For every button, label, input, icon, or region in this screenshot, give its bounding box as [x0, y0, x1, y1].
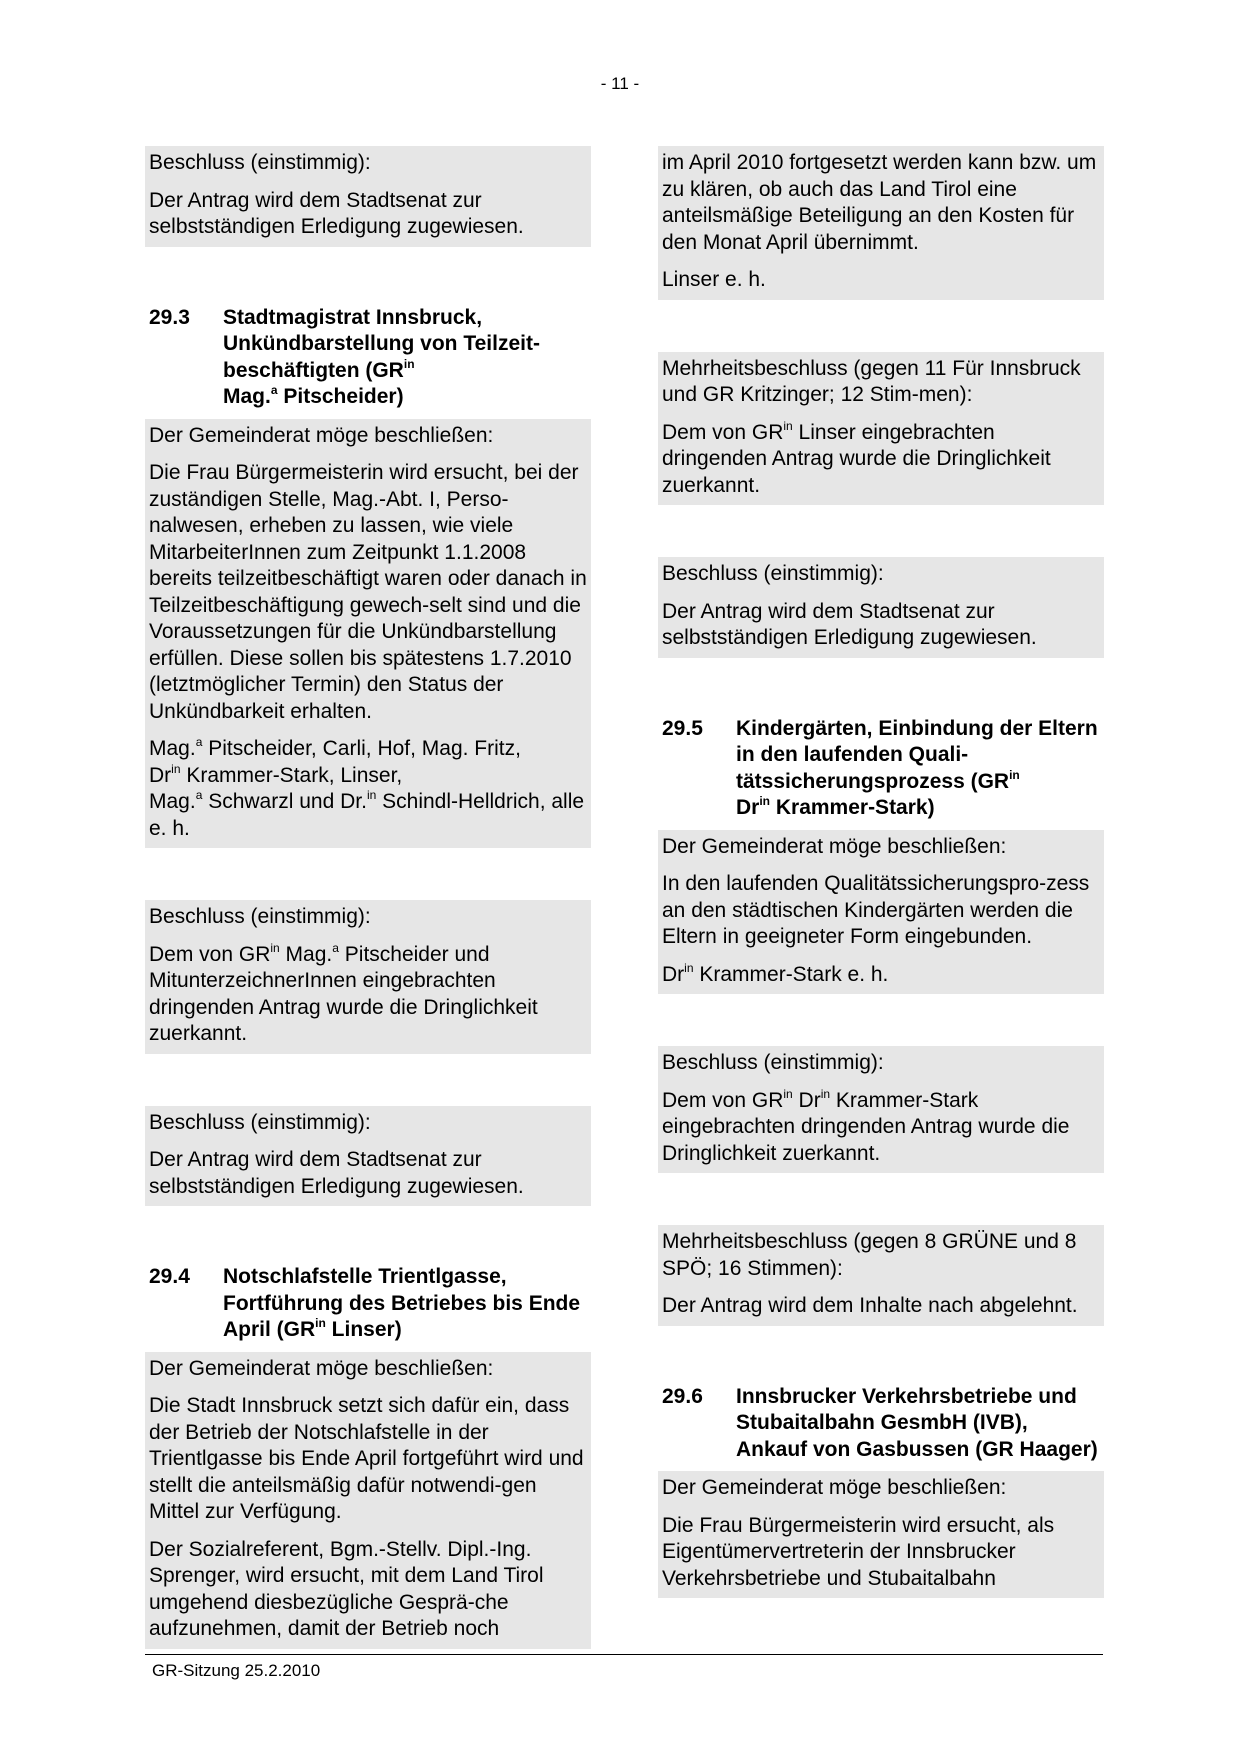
resolution-text: Dem von $GR^{in}$ Mag.$^a$ Pitscheider und MitunterzeichnerInnen eingebrachten dringenden Antrag wurde die Dringlichkeit zuerkannt. — [149, 940, 538, 1045]
section-title: Innsbrucker Verkehrsbetriebe und Stubaitalbahn GesmbH (IVB), Ankauf von Gasbussen (GR Haager) — [736, 1384, 1098, 1461]
motion-label: Der Gemeinderat möge beschließen: — [662, 1476, 1007, 1499]
resolution-title: Mehrheitsbeschluss (gegen 8 GRÜNE und 8 SPÖ; 16 Stimmen): — [662, 1230, 1077, 1280]
section-number: 29.3 — [149, 305, 190, 329]
section-heading-29-6 — [658, 1384, 1104, 1472]
resolution-title: Mehrheitsbeschluss (gegen 11 Für Innsbruck und GR Kritzinger; 12 Stim-men): — [662, 356, 1081, 406]
resolution-title: Beschluss (einstimmig): — [662, 562, 884, 585]
motion-text: Der Sozialreferent, Bgm.-Stellv. Dipl.-Ing. Sprenger, wird ersucht, mit dem Land Tirol umgehend diesbezügliche Gesprä-che aufzunehmen, damit der Betrieb noch — [149, 1537, 544, 1640]
resolution-title: Beschluss (einstimmig): — [662, 1051, 884, 1074]
section-heading-29-4 — [145, 1264, 591, 1352]
section-title: Kindergärten, Einbindung der Eltern in den laufenden Quali-tätssicherungsprozess ($GR^{in}$ $Dr^{in}$ Krammer-Stark) — [736, 716, 1098, 819]
resolution-box — [145, 900, 591, 1054]
resolution-title: Beschluss (einstimmig): — [149, 1110, 371, 1134]
right-column — [658, 146, 1104, 1598]
section-number: 29.6 — [662, 1384, 703, 1408]
motion-signatures: Mag.$^a$ Pitscheider, Carli, Hof, Mag. Fritz, $Dr^{in}$ Krammer-Stark, Linser, Mag.$^a$ Schwarzl und Dr.$^{in}$ Schindl-Helldrich, alle e. h. — [149, 735, 585, 840]
resolution-box — [145, 146, 591, 247]
motion-label: Der Gemeinderat möge beschließen: — [662, 834, 1007, 858]
section-number: 29.5 — [662, 716, 703, 740]
resolution-title: Beschluss (einstimmig): — [149, 151, 371, 174]
motion-signatures: $Dr^{in}$ Krammer-Stark e. h. — [662, 960, 889, 986]
motion-box — [658, 1471, 1104, 1598]
section-title: Stadtmagistrat Innsbruck, Unkündbarstellung von Teilzeit-beschäftigten ($GR^{in}$ Mag.$^a$ Pitscheider) — [223, 305, 540, 408]
motion-label: Der Gemeinderat möge beschließen: — [149, 423, 494, 447]
resolution-text: Der Antrag wird dem Inhalte nach abgelehnt. — [662, 1294, 1078, 1317]
majority-resolution-box — [658, 1225, 1104, 1326]
section-heading-29-5 — [658, 716, 1104, 830]
motion-continuation-box — [658, 146, 1104, 300]
footer-divider — [145, 1654, 1103, 1655]
section-heading-29-3 — [145, 305, 591, 419]
motion-text: im April 2010 fortgesetzt werden kann bzw. um zu klären, ob auch das Land Tirol eine anteilsmäßige Beteiligung an den Kosten für den Monat April übernimmt. — [662, 151, 1097, 254]
resolution-box — [658, 557, 1104, 658]
motion-text: In den laufenden Qualitätssicherungspro-zess an den städtischen Kindergärten werden die Eltern in geeigneter Form eingebunden. — [662, 872, 1090, 948]
motion-label: Der Gemeinderat möge beschließen: — [149, 1356, 494, 1380]
motion-text: Die Frau Bürgermeisterin wird ersucht, bei der zuständigen Stelle, Mag.-Abt. I, Perso-nalwesen, erheben zu lassen, wie viele MitarbeiterInnen zum Zeitpunkt 1.1.2008 bereits teilzeitbeschäftigt waren oder danach in Teilzeitbeschäftigung gewech-selt sind und die Voraussetzungen für die Unkündbarstellung erfüllen. Diese sollen bis spätestens 1.7.2010 (letztmöglicher Termin) den Status der Unkündbarkeit erhalten. — [149, 461, 587, 723]
motion-signatures: Linser e. h. — [662, 268, 766, 291]
motion-box — [145, 1352, 591, 1649]
majority-resolution-box — [658, 352, 1104, 506]
resolution-text: Der Antrag wird dem Stadtsenat zur selbstständigen Erledigung zugewiesen. — [149, 188, 524, 238]
resolution-text: Der Antrag wird dem Stadtsenat zur selbstständigen Erledigung zugewiesen. — [662, 599, 1037, 649]
resolution-text: Der Antrag wird dem Stadtsenat zur selbstständigen Erledigung zugewiesen. — [149, 1148, 524, 1198]
motion-text: Die Frau Bürgermeisterin wird ersucht, als Eigentümervertreterin der Innsbrucker Verkehrsbetriebe und Stubaitalbahn — [662, 1513, 1055, 1590]
motion-box — [658, 830, 1104, 995]
resolution-box — [658, 1046, 1104, 1173]
footer-session-label: GR-Sitzung 25.2.2010 — [152, 1661, 321, 1680]
page-number: - 11 - — [600, 74, 640, 93]
resolution-text: Dem von $GR^{in}$ $Dr^{in}$ Krammer-Stark eingebrachten dringenden Antrag wurde die Dringlichkeit zuerkannt. — [662, 1086, 1070, 1165]
motion-text: Die Stadt Innsbruck setzt sich dafür ein, dass der Betrieb der Notschlafstelle in der Trientlgasse bis Ende April fortgeführt wird und stellt die anteilsmäßig dafür notwendi-gen Mittel zur Verfügung. — [149, 1394, 584, 1523]
resolution-title: Beschluss (einstimmig): — [149, 905, 371, 928]
motion-box — [145, 419, 591, 849]
section-title: Notschlafstelle Trientlgasse, Fortführung des Betriebes bis Ende April ($GR^{in}$ Linser) — [223, 1265, 581, 1341]
left-column — [145, 146, 591, 1649]
resolution-text: Dem von $GR^{in}$ Linser eingebrachten dringenden Antrag wurde die Dringlichkeit zuerkannt. — [662, 418, 1051, 497]
resolution-box — [145, 1106, 591, 1207]
section-number: 29.4 — [149, 1265, 190, 1288]
